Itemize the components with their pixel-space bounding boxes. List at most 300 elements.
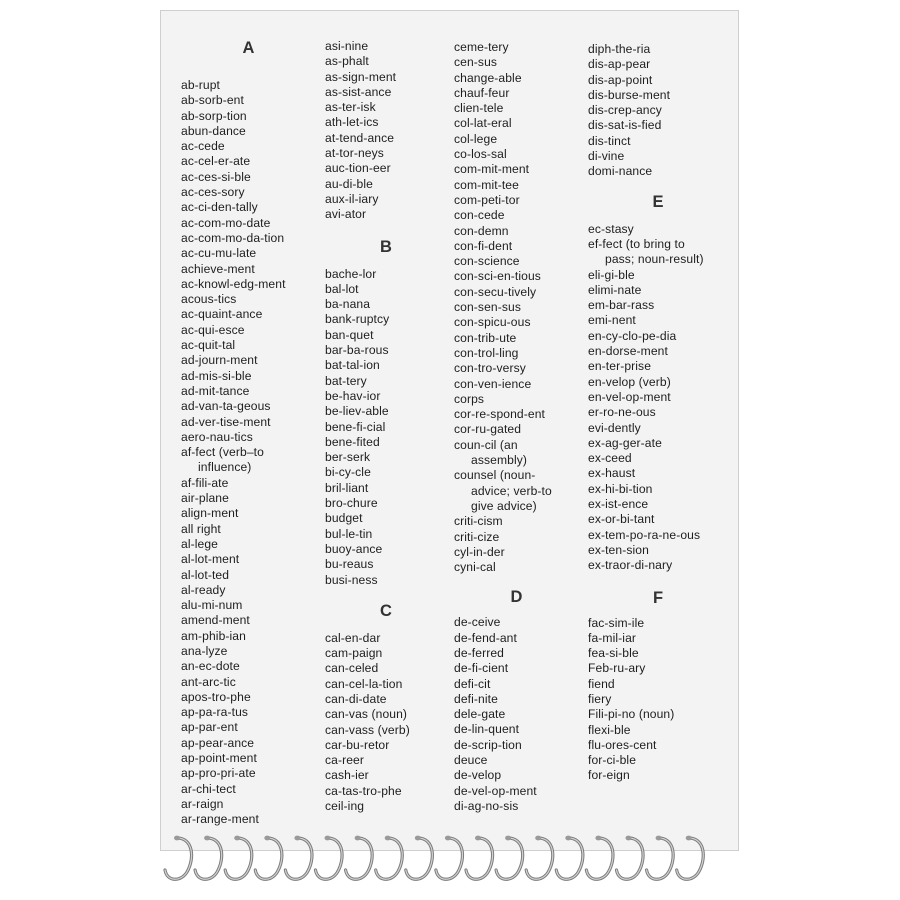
list-item [181,154,316,169]
list-item [454,101,579,116]
section-a [181,38,316,828]
word-text: dis-tinct [588,133,631,148]
word-text: buoy-ance [325,541,383,556]
word-text: abun-dance [181,123,246,138]
word-text: ath-let-ics [325,115,379,130]
word-text: ad-mit-tance [181,383,250,398]
word-text: ant-arc-tic [181,674,236,689]
list-item [454,707,579,722]
word-text: change-able [454,70,522,85]
word-text: cyl-in-der [454,544,505,559]
list-item [454,677,579,692]
word-text: af-fect (verb–to [181,445,264,460]
word-text: ca-tas-tro-phe [325,783,402,798]
list-item [454,346,579,361]
list-item [588,466,728,481]
word-continuation: pass; noun-result) [605,252,704,267]
word-text: coun-cil (an [454,437,518,452]
word-text: al-lege [181,536,219,551]
column-3 [454,40,579,814]
list-item [454,132,579,147]
list-item [325,557,447,572]
list-item [325,784,447,799]
binding-ring [165,836,192,880]
list-item [181,185,316,200]
word-text: de-lin-quent [454,722,520,737]
list-item [325,100,447,115]
list-item [325,328,447,343]
list-item [454,784,579,799]
list-item [588,222,728,237]
list-item [588,88,728,103]
word-text: ex-traor-di-nary [588,558,673,573]
list-item [588,512,728,527]
list-item [454,560,579,575]
spelling-list-page [160,10,739,851]
word-text: en-vel-op-ment [588,389,671,404]
word-text: ap-pa-ra-tus [181,705,249,720]
word-text: for-ci-ble [588,753,637,768]
list-item [454,768,579,783]
binding-ring [225,836,252,880]
word-text: bril-liant [325,480,369,495]
word-text: con-science [454,254,520,269]
word-text: er-ro-ne-ous [588,405,656,420]
list-item [181,246,316,261]
list-item [454,224,579,239]
list-item [325,723,447,738]
binding-ring [255,836,282,880]
word-text: as-sign-ment [325,69,397,84]
binding-ring [647,836,674,880]
word-text: as-sist-ance [325,84,392,99]
word-text: ab-rupt [181,78,221,92]
list-item [181,139,316,154]
list-item [181,231,316,246]
section-c [325,601,447,815]
list-item [181,690,316,705]
word-text: at-tor-neys [325,146,384,161]
list-item [181,629,316,644]
word-text: con-fi-dent [454,238,513,253]
list-item [325,527,447,542]
list-item [181,552,316,567]
list-item [181,277,316,292]
list-item [325,115,447,130]
word-text: af-fili-ate [181,475,229,490]
word-list [588,222,728,574]
word-text: defi-cit [454,676,491,691]
word-text: di-vine [588,149,625,164]
list-item [181,736,316,751]
word-text: aux-il-iary [325,191,379,206]
list-item [588,405,728,420]
word-text: fiery [588,691,612,706]
section-a-continued [325,39,447,223]
list-item [454,254,579,269]
list-item [181,78,316,93]
list-item [588,73,728,88]
word-text: busi-ness [325,572,378,587]
list-item [454,530,579,545]
word-list [181,78,316,828]
list-item [588,753,728,768]
list-item [181,384,316,399]
word-text: avi-ator [325,207,367,222]
list-item [181,522,316,537]
word-text: at-tend-ance [325,130,395,145]
word-text: ber-serk [325,450,371,465]
list-item [181,369,316,384]
word-text: con-sci-en-tious [454,269,541,284]
word-text: co-los-sal [454,147,507,162]
binding-ring [677,836,704,880]
section-heading-f: F [652,588,664,607]
word-text: an-ec-dote [181,659,240,674]
binding-ring [346,836,373,880]
list-item [454,116,579,131]
list-item [454,40,579,55]
word-text: as-phalt [325,54,369,69]
word-text: con-ven-ience [454,376,532,391]
list-item [588,268,728,283]
list-item [588,164,728,179]
word-text: cash-ier [325,768,369,783]
word-text: ab-sorp-tion [181,108,247,123]
word-text: en-ter-prise [588,359,652,374]
word-text: can-celed [325,661,379,676]
word-text: criti-cize [454,529,500,544]
binding-ring [526,836,553,880]
spiral-binding [0,830,900,900]
list-item [325,542,447,557]
word-text: elimi-nate [588,282,642,297]
list-item [325,131,447,146]
word-text: con-trib-ute [454,330,517,345]
list-item [454,661,579,676]
word-text: ac-knowl-edg-ment [181,276,286,291]
list-item [454,422,579,437]
word-text: eli-gi-ble [588,267,635,282]
word-text: con-demn [454,223,509,238]
word-text: ceil-ing [325,799,365,814]
list-item [588,329,728,344]
list-item [454,285,579,300]
list-item [325,207,447,222]
word-text: di-ag-no-sis [454,798,519,813]
word-text: ad-ver-tise-ment [181,414,271,429]
list-item [454,753,579,768]
list-item [325,192,447,207]
list-item [454,178,579,193]
list-item [181,782,316,797]
word-text: ac-cel-er-ate [181,154,251,169]
word-text: amend-ment [181,613,250,628]
word-text: bat-tal-ion [325,358,380,373]
word-text: au-di-ble [325,176,373,191]
list-item [181,797,316,812]
word-list [325,631,447,815]
list-item [588,738,728,753]
list-item [588,344,728,359]
word-text: cor-ru-gated [454,422,522,437]
word-text: cor-re-spond-ent [454,407,545,422]
list-item [181,568,316,583]
word-text: con-tro-versy [454,361,526,376]
section-heading-c: C [380,601,392,620]
word-continuation: influence) [198,460,252,475]
word-text: can-vass (verb) [325,722,410,737]
word-text: ap-pro-pri-ate [181,766,256,781]
list-item [454,692,579,707]
list-item [588,707,728,722]
word-text: dis-ap-pear [588,57,651,72]
list-item [588,451,728,466]
word-text: clien-tele [454,101,504,116]
word-text: asi-nine [325,39,369,53]
list-item [454,514,579,529]
word-text: bu-reaus [325,557,374,572]
word-text: bro-chure [325,496,378,511]
list-item [588,313,728,328]
section-heading-e: E [652,192,664,211]
word-text: de-ceive [454,615,501,630]
word-text: com-mit-tee [454,177,519,192]
list-item [325,435,447,450]
list-item [454,86,579,101]
word-text: de-scrip-tion [454,737,522,752]
word-text: ban-quet [325,327,374,342]
list-item [325,768,447,783]
list-item [588,298,728,313]
word-text: al-lot-ment [181,552,240,567]
binding-ring [436,836,463,880]
list-item [588,283,728,298]
section-heading-a: A [242,39,255,57]
word-text: cam-paign [325,646,383,661]
word-text: ad-journ-ment [181,353,258,368]
list-item [181,216,316,231]
word-text: dis-ap-point [588,72,653,87]
word-text: cyni-cal [454,560,496,575]
list-item [588,497,728,512]
word-text: ap-par-ent [181,720,238,735]
list-item [325,389,447,404]
word-text: ac-ci-den-tally [181,200,258,215]
column-4 [588,42,728,784]
word-text: flexi-ble [588,722,631,737]
list-item [181,415,316,430]
section-f [588,588,728,784]
section-d [454,587,579,814]
list-item [181,399,316,414]
column-2 [325,39,447,814]
word-text: ba-nana [325,297,371,312]
word-text: am-phib-ian [181,628,246,643]
list-item [325,511,447,526]
list-item [325,54,447,69]
word-text: con-sen-sus [454,300,521,315]
word-text: Fili-pi-no (noun) [588,707,675,722]
list-item [181,338,316,353]
list-item [454,738,579,753]
list-item [325,420,447,435]
list-item [181,353,316,368]
word-text: flu-ores-cent [588,737,657,752]
word-text: bul-le-tin [325,526,373,541]
list-item [325,677,447,692]
list-item [181,476,316,491]
word-text: ex-ten-sion [588,542,649,557]
binding-ring [496,836,523,880]
list-item [181,613,316,628]
word-text: Feb-ru-ary [588,661,646,676]
list-item [588,390,728,405]
list-item [588,616,728,631]
word-text: align-ment [181,506,239,521]
list-item [325,707,447,722]
list-item [325,573,447,588]
word-text: be-hav-ior [325,388,381,403]
word-text: de-fi-cient [454,661,509,676]
list-item [454,193,579,208]
list-item [325,450,447,465]
list-item [454,377,579,392]
word-text: ex-ist-ence [588,497,649,512]
word-text: con-cede [454,208,505,223]
binding-ring [406,836,433,880]
list-item [454,162,579,177]
word-text: ad-mis-si-ble [181,368,252,383]
list-item [454,615,579,630]
list-item [454,631,579,646]
list-item [588,359,728,374]
list-item [181,766,316,781]
list-item [588,723,728,738]
word-text: bene-fited [325,434,380,449]
list-item [325,753,447,768]
word-text: ex-hi-bi-tion [588,481,653,496]
word-text: ceme-tery [454,40,509,54]
word-text: dis-burse-ment [588,87,671,102]
word-text: ex-ceed [588,451,632,466]
list-item [588,768,728,783]
word-text: al-ready [181,582,226,597]
list-item [454,438,579,469]
word-text: achieve-ment [181,261,255,276]
word-text: as-ter-isk [325,100,376,115]
word-text: ex-or-bi-tant [588,512,655,527]
word-text: ac-cu-mu-late [181,246,257,261]
binding-ring [316,836,343,880]
word-text: bank-ruptcy [325,312,390,327]
list-item [454,331,579,346]
word-text: en-dorse-ment [588,344,668,359]
list-item [454,315,579,330]
list-item [588,692,728,707]
word-text: col-lege [454,131,498,146]
list-item [588,237,728,268]
list-item [181,109,316,124]
list-item [181,292,316,307]
word-text: domi-nance [588,164,653,179]
list-item [588,543,728,558]
word-text: ab-sorb-ent [181,93,244,108]
binding-ring [617,836,644,880]
word-list [588,616,728,784]
list-item [454,269,579,284]
list-item [325,692,447,707]
word-text: for-eign [588,768,630,783]
list-item [454,71,579,86]
word-text: de-ferred [454,645,504,660]
list-item [454,545,579,560]
word-text: can-vas (noun) [325,707,408,722]
word-text: cen-sus [454,55,498,70]
list-item [181,491,316,506]
word-text: al-lot-ted [181,567,230,582]
list-item [454,468,579,514]
word-text: de-vel-op-ment [454,783,537,798]
word-text: apos-tro-phe [181,689,251,704]
list-item [181,93,316,108]
list-item [588,558,728,573]
word-text: fac-sim-ile [588,615,645,630]
list-item [181,644,316,659]
word-text: ac-com-mo-date [181,215,271,230]
section-heading-b: B [380,237,392,256]
list-item [181,720,316,735]
word-list [325,267,447,588]
word-text: cal-en-dar [325,630,381,645]
list-item [325,631,447,646]
list-item [588,631,728,646]
binding-ring [195,836,222,880]
list-item [181,323,316,338]
word-continuation: advice; verb-to [471,483,552,498]
word-text: dis-crep-ancy [588,103,662,118]
list-item [454,407,579,422]
list-item [325,39,447,54]
word-text: corps [454,391,485,406]
list-item [325,85,447,100]
list-item [181,705,316,720]
word-text: ac-com-mo-da-tion [181,230,285,245]
list-item [181,583,316,598]
list-item [588,375,728,390]
list-item [454,55,579,70]
word-text: ef-fect (to bring to [588,236,685,251]
word-text: ap-pear-ance [181,735,255,750]
list-item [588,149,728,164]
list-item [325,661,447,676]
list-item [181,445,316,476]
list-item [588,661,728,676]
list-item [588,646,728,661]
list-item [454,722,579,737]
list-item [588,677,728,692]
word-text: deuce [454,753,488,768]
list-item [325,343,447,358]
word-list [325,39,447,223]
list-item [181,430,316,445]
word-text: ex-tem-po-ra-ne-ous [588,527,701,542]
list-item [325,70,447,85]
word-list [588,42,728,180]
list-item [325,465,447,480]
word-text: bache-lor [325,266,377,281]
word-text: chauf-feur [454,85,510,100]
